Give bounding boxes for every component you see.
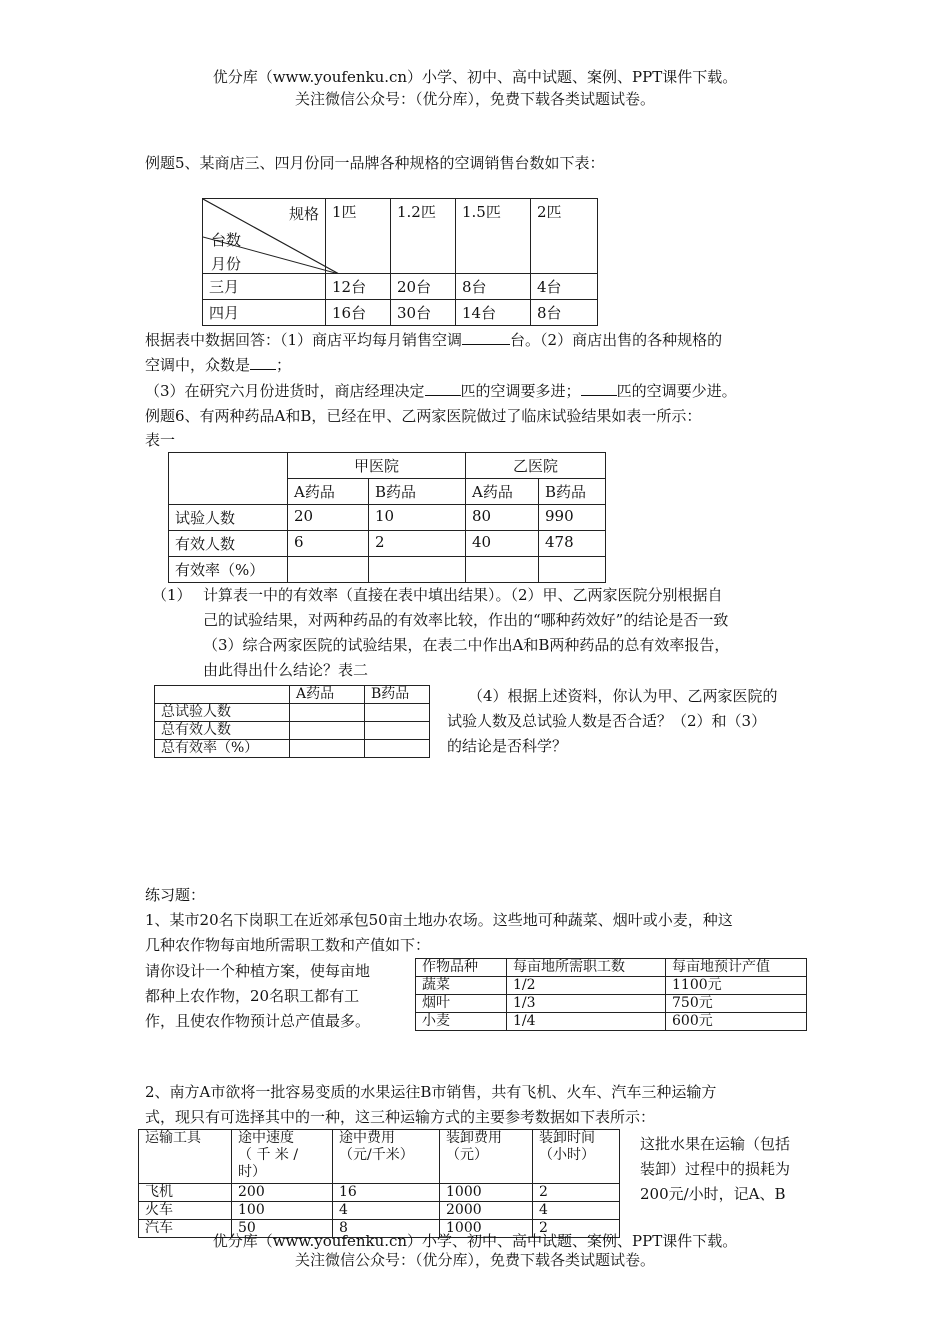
- diag-month-label: 月份: [211, 255, 242, 273]
- col-header: 运输工具: [139, 1130, 232, 1184]
- table-row: [139, 1202, 620, 1220]
- col-header: 每亩地预计产值: [666, 959, 807, 977]
- page-header-line2: 关注微信公众号：（优分库），免费下载各类试题试卷。: [294, 90, 655, 108]
- row-label: 总有效率（%）: [155, 740, 290, 758]
- example5-title: 例题5、某商店三、四月份同一品牌各种规格的空调销售台数如下表：: [145, 154, 605, 172]
- drug-header: B药品: [539, 479, 606, 505]
- practice2-right-line1: 这批水果在运输（包括: [640, 1135, 791, 1153]
- cell: 20台: [391, 274, 456, 300]
- table-row: [155, 704, 430, 722]
- drug-header: A药品: [290, 686, 365, 704]
- answer-blank[interactable]: [425, 381, 461, 396]
- cell: 2000: [440, 1202, 533, 1220]
- col-header: 1匹: [326, 199, 391, 274]
- transport-table: [138, 1129, 620, 1238]
- crop-table: [415, 958, 807, 1031]
- ex6-q4-line2: 试验人数及总试验人数是否合适？（2）和（3）: [447, 712, 767, 730]
- page-header-line1: 优分库（www.youfenku.cn）小学、初中、高中试题、案例、PPT课件下载。: [212, 68, 738, 86]
- ex5-question-line2: [145, 354, 291, 375]
- cell: 4: [533, 1202, 620, 1220]
- row-label: 试验人数: [169, 505, 288, 531]
- cell: 1/3: [507, 995, 666, 1013]
- q1-text-d: ；: [276, 356, 292, 374]
- hospital-header: 甲医院: [288, 453, 466, 479]
- cell: 4台: [531, 274, 598, 300]
- table-row: [416, 995, 807, 1013]
- table-row: [169, 531, 606, 557]
- diag-count-label: 台数: [211, 231, 242, 249]
- empty-cell[interactable]: [365, 704, 430, 722]
- cell: 50: [232, 1220, 333, 1238]
- ex6-q4-line3: 的结论是否科学？: [447, 737, 568, 755]
- empty-cell[interactable]: [290, 722, 365, 740]
- cell: 30台: [391, 300, 456, 326]
- table-row: [416, 977, 807, 995]
- cell: 汽车: [139, 1220, 232, 1238]
- empty-cell[interactable]: [365, 722, 430, 740]
- cell: 1/4: [507, 1013, 666, 1031]
- row-label: 三月: [203, 274, 326, 300]
- cell: 8: [333, 1220, 440, 1238]
- cell: 4: [333, 1202, 440, 1220]
- practice1-line2: 几种农作物每亩地所需职工数和产值如下：: [145, 936, 431, 954]
- ex5-question-line3: [145, 380, 737, 401]
- empty-cell[interactable]: [539, 557, 606, 583]
- corner-cell: [169, 453, 288, 505]
- cell: 2: [533, 1184, 620, 1202]
- cell: 烟叶: [416, 995, 507, 1013]
- practice1-left-line2: 都种上农作物，20名职工都有工: [145, 987, 360, 1005]
- empty-cell[interactable]: [466, 557, 539, 583]
- ex6-q-line1: 计算表一中的有效率（直接在表中填出结果）。（2）甲、乙两家医院分别根据自: [203, 586, 723, 604]
- empty-cell[interactable]: [288, 557, 369, 583]
- empty-cell[interactable]: [290, 740, 365, 758]
- example6-title: 例题6、有两种药品A和B，已经在甲、乙两家医院做过了临床试验结果如表一所示：: [145, 407, 702, 425]
- col-header-load-time: [533, 1130, 620, 1184]
- drug-header: A药品: [288, 479, 369, 505]
- ex6-q-line4: 由此得出什么结论？表二: [203, 661, 369, 679]
- clinical-trial-table: [168, 452, 606, 583]
- q1-text-b: 台。（2）商店出售的各种规格的: [510, 331, 723, 349]
- answer-blank[interactable]: [250, 355, 276, 370]
- q3-text-b: 匹的空调要多进；: [460, 382, 581, 400]
- diag-spec-label: 规格: [289, 205, 320, 223]
- cell: 1100元: [666, 977, 807, 995]
- ex6-q-num: （1）: [152, 586, 192, 604]
- col-header-cost: [333, 1130, 440, 1184]
- col-header-load-cost: [440, 1130, 533, 1184]
- ex6-q-line3: （3）综合两家医院的试验结果，在表二中作出A和B两种药品的总有效率报告，: [203, 636, 730, 654]
- cell: 8台: [456, 274, 531, 300]
- cell: 20: [288, 505, 369, 531]
- answer-blank[interactable]: [462, 330, 510, 345]
- cell: 200: [232, 1184, 333, 1202]
- table-row: [416, 1013, 807, 1031]
- empty-cell[interactable]: [369, 557, 466, 583]
- practice2-line2: 式，现只有可选择其中的一种，这三种运输方式的主要参考数据如下表所示：: [145, 1108, 656, 1126]
- practice2-right-line3: 200元/小时，记A、B: [640, 1185, 786, 1203]
- cell: 小麦: [416, 1013, 507, 1031]
- cell: 8台: [531, 300, 598, 326]
- q1-text-a: 根据表中数据回答：（1）商店平均每月销售空调: [145, 331, 463, 349]
- speed-header-l2: （ 千 米 /: [238, 1147, 299, 1163]
- cell: 蔬菜: [416, 977, 507, 995]
- corner-cell: [155, 686, 290, 704]
- practice2-line1: 2、南方A市欲将一批容易变质的水果运往B市销售，共有飞机、火车、汽车三种运输方: [145, 1083, 717, 1101]
- practice1-line1: 1、某市20名下岗职工在近郊承包50亩土地办农场。这些地可种蔬菜、烟叶或小麦，种这: [145, 911, 733, 929]
- cell: 12台: [326, 274, 391, 300]
- q3-text-c: 匹的空调要少进。: [616, 382, 737, 400]
- total-efficacy-table: [154, 685, 430, 758]
- empty-cell[interactable]: [290, 704, 365, 722]
- cell: 火车: [139, 1202, 232, 1220]
- cell: 6: [288, 531, 369, 557]
- cell: 2: [369, 531, 466, 557]
- cell: 16: [333, 1184, 440, 1202]
- col-header: 作物品种: [416, 959, 507, 977]
- speed-header-l3: 时）: [238, 1164, 266, 1180]
- col-header: 2匹: [531, 199, 598, 274]
- ex6-q4-line1: （4）根据上述资料，你认为甲、乙两家医院的: [468, 687, 778, 705]
- drug-header: A药品: [466, 479, 539, 505]
- col-header: 每亩地所需职工数: [507, 959, 666, 977]
- cell: 80: [466, 505, 539, 531]
- practice-title: 练习题：: [145, 886, 206, 904]
- speed-header-l1: 途中速度: [238, 1130, 294, 1146]
- table1-label: 表一: [145, 431, 176, 449]
- cell: 1/2: [507, 977, 666, 995]
- load-time-header-l1: 装卸时间: [539, 1130, 595, 1146]
- table-row: [139, 1184, 620, 1202]
- cell: 750元: [666, 995, 807, 1013]
- table-row: [203, 300, 598, 326]
- cell: 10: [369, 505, 466, 531]
- col-header: 1.2匹: [391, 199, 456, 274]
- col-header-speed: [232, 1130, 333, 1184]
- q3-text-a: （3）在研究六月份进货时，商店经理决定: [145, 382, 425, 400]
- practice1-left-line1: 请你设计一个种植方案，使每亩地: [145, 962, 371, 980]
- answer-blank[interactable]: [581, 381, 617, 396]
- cell: 600元: [666, 1013, 807, 1031]
- ex6-q-line2: 己的试验结果，对两种药品的有效率比较，作出的“哪种药效好”的结论是否一致: [203, 611, 729, 629]
- cost-header-l2: （元/千米）: [339, 1147, 414, 1163]
- load-cost-header-l1: 装卸费用: [446, 1130, 502, 1146]
- page-footer-line1: 优分库（www.youfenku.cn）小学、初中、高中试题、案例、PPT课件下载。: [212, 1232, 738, 1250]
- cell: 飞机: [139, 1184, 232, 1202]
- load-cost-header-l2: （元）: [446, 1147, 488, 1163]
- q1-text-c: 空调中，众数是: [145, 356, 251, 374]
- table-row: [169, 505, 606, 531]
- practice2-right-line2: 装卸）过程中的损耗为: [640, 1160, 791, 1178]
- cell: 478: [539, 531, 606, 557]
- ex5-question-line1: [145, 329, 722, 350]
- table-row: [155, 740, 430, 758]
- col-header: 1.5匹: [456, 199, 531, 274]
- cell: 40: [466, 531, 539, 557]
- row-label: 四月: [203, 300, 326, 326]
- cell: 1000: [440, 1220, 533, 1238]
- practice1-left-line3: 作，且使农作物预计总产值最多。: [145, 1012, 371, 1030]
- drug-header: B药品: [369, 479, 466, 505]
- diagonal-header-cell: [203, 199, 326, 274]
- cell: 990: [539, 505, 606, 531]
- row-label: 总有效人数: [155, 722, 290, 740]
- load-time-header-l2: （小时）: [539, 1147, 595, 1163]
- hospital-header: 乙医院: [466, 453, 606, 479]
- empty-cell[interactable]: [365, 740, 430, 758]
- cell: 16台: [326, 300, 391, 326]
- cell: 2: [533, 1220, 620, 1238]
- aircon-sales-table: [202, 198, 598, 326]
- table-row: [155, 722, 430, 740]
- table-row: [169, 557, 606, 583]
- cost-header-l1: 途中费用: [339, 1130, 395, 1146]
- cell: 14台: [456, 300, 531, 326]
- cell: 100: [232, 1202, 333, 1220]
- row-label: 有效人数: [169, 531, 288, 557]
- row-label: 有效率（%）: [169, 557, 288, 583]
- page-footer-line2: 关注微信公众号：（优分库），免费下载各类试题试卷。: [294, 1251, 655, 1269]
- table-row: [203, 274, 598, 300]
- cell: 1000: [440, 1184, 533, 1202]
- row-label: 总试验人数: [155, 704, 290, 722]
- drug-header: B药品: [365, 686, 430, 704]
